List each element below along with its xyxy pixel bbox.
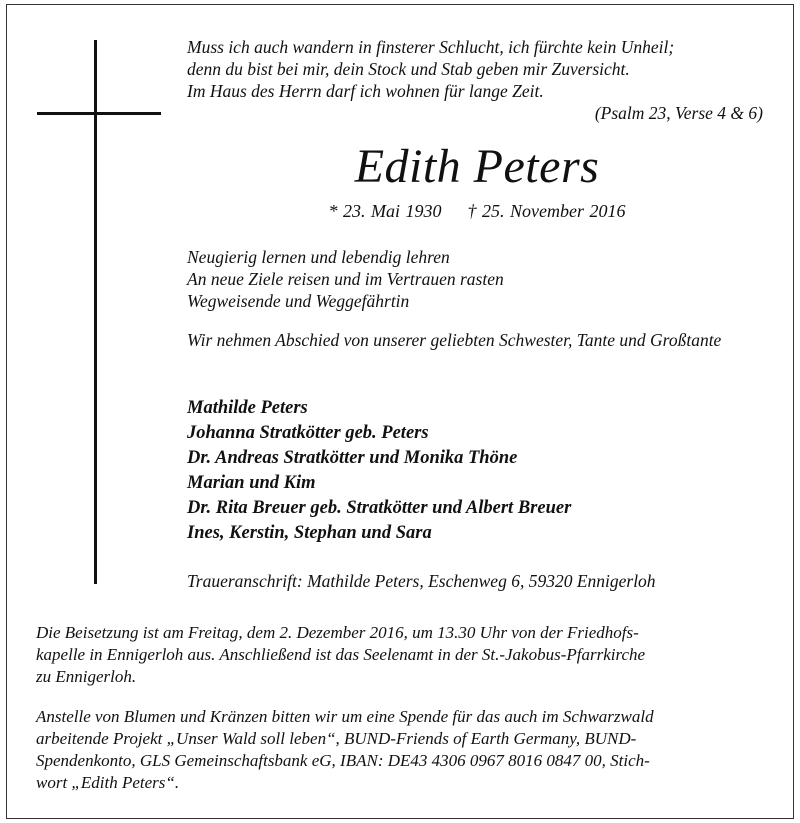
donation-line: Anstelle von Blumen und Kränzen bitten wir um eine Spende für das auch im Schwarzwald bbox=[36, 707, 654, 726]
death-date: † 25. November 2016 bbox=[467, 201, 626, 221]
cross-horizontal-bar bbox=[37, 112, 161, 115]
psalm-line: Muss ich auch wandern in finsterer Schlucht, ich fürchte kein Unheil; bbox=[187, 37, 675, 57]
family-member: Johanna Stratkötter geb. Peters bbox=[187, 423, 429, 443]
life-dates bbox=[187, 200, 767, 222]
family-list bbox=[187, 396, 767, 546]
motto-line: Neugierig lernen und lebendig lehren bbox=[187, 247, 450, 267]
motto-line: An neue Ziele reisen und im Vertrauen rasten bbox=[187, 269, 504, 289]
burial-line: kapelle in Ennigerloh aus. Anschließend ist das Seelenamt in der St.-Jakobus-Pfarrkirche bbox=[36, 645, 646, 664]
psalm-line: denn du bist bei mir, dein Stock und Stab geben mir Zuversicht. bbox=[187, 59, 630, 79]
family-member: Dr. Andreas Stratkötter und Monika Thöne bbox=[187, 448, 518, 468]
burial-line: zu Ennigerloh. bbox=[36, 667, 137, 686]
burial-line: Die Beisetzung ist am Freitag, dem 2. Dezember 2016, um 13.30 Uhr von der Friedhofs- bbox=[36, 623, 639, 642]
deceased-name: Edith Peters bbox=[354, 140, 600, 193]
donation-line: arbeitende Projekt „Unser Wald soll leben“, BUND-Friends of Earth Germany, BUND- bbox=[36, 729, 637, 748]
donation-notice bbox=[36, 706, 767, 794]
donation-line: Spendenkonto, GLS Gemeinschaftsbank eG, IBAN: DE43 4306 0967 8016 0847 00, Stich- bbox=[36, 751, 650, 770]
mourning-address: Traueranschrift: Mathilde Peters, Eschenweg 6, 59320 Ennigerloh bbox=[187, 571, 656, 591]
family-member: Mathilde Peters bbox=[187, 398, 308, 418]
family-member: Marian und Kim bbox=[187, 473, 316, 493]
birth-date: * 23. Mai 1930 bbox=[328, 201, 442, 221]
motto-line: Wegweisende und Weggefährtin bbox=[187, 291, 410, 311]
motto bbox=[187, 246, 767, 312]
family-member: Dr. Rita Breuer geb. Stratkötter und Albert Breuer bbox=[187, 498, 572, 518]
farewell-text: Wir nehmen Abschied von unserer geliebten Schwester, Tante und Großtante bbox=[187, 330, 722, 350]
psalm-reference: (Psalm 23, Verse 4 & 6) bbox=[594, 103, 763, 123]
cross-vertical-bar bbox=[94, 40, 97, 584]
donation-line: wort „Edith Peters“. bbox=[36, 773, 180, 792]
family-member: Ines, Kerstin, Stephan und Sara bbox=[187, 523, 432, 543]
burial-notice bbox=[36, 622, 767, 688]
psalm-line: Im Haus des Herrn darf ich wohnen für lange Zeit. bbox=[187, 81, 544, 101]
psalm-quote bbox=[187, 36, 767, 124]
